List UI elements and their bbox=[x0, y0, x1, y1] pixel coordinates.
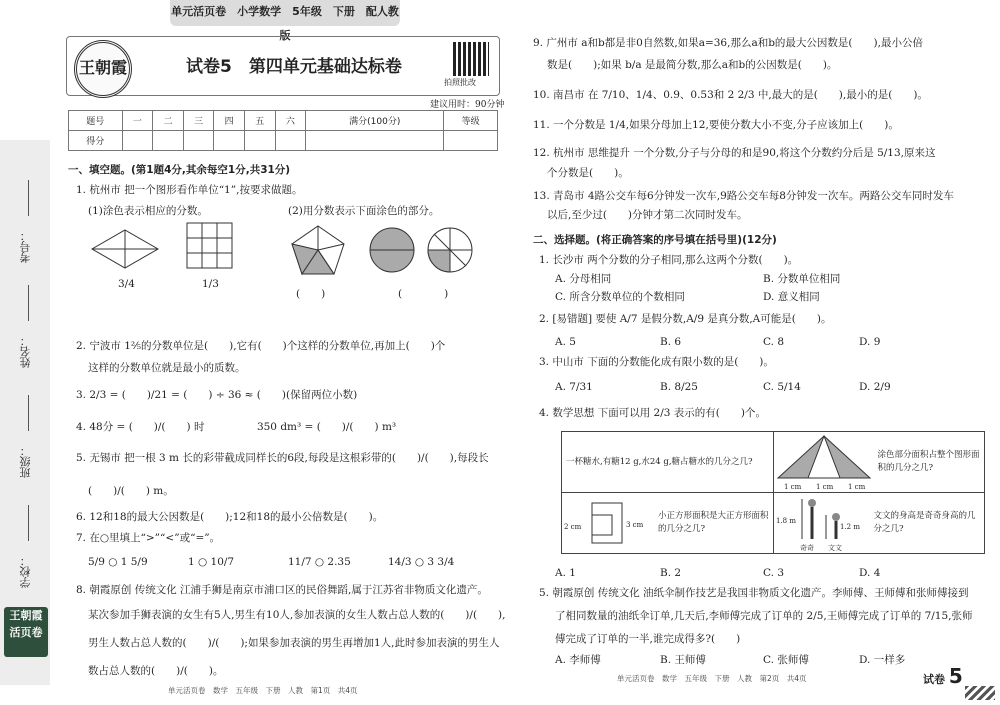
choice-3-option[interactable]: A. 7/31 bbox=[555, 381, 593, 393]
name-label: 姓名： bbox=[19, 335, 32, 368]
dim-label: 3 cm bbox=[626, 521, 644, 529]
choice-1-option[interactable]: C. 所含分数单位的个数相同 bbox=[555, 291, 685, 303]
left-page bbox=[60, 28, 505, 700]
score-cell: 二 bbox=[153, 111, 184, 131]
q7-compare-item[interactable]: 1 ○ 10/7 bbox=[188, 556, 235, 568]
choice-4-cell: 一杯糖水,有糖12 g,水24 g,糖占糖水的几分之几? bbox=[562, 432, 774, 493]
question-2: 2. 宁波市 1⅖的分数单位是( ),它有( )个这样的分数单位,再加上( )个 bbox=[76, 340, 446, 352]
left-footer: 单元活页卷 数学 五年级 下册 人教 第1页 共4页 bbox=[168, 686, 358, 695]
circle-figure bbox=[368, 226, 416, 274]
score-input[interactable] bbox=[122, 131, 153, 151]
choice-4-table bbox=[561, 431, 985, 554]
question-1b: (2)用分数表示下面涂色的部分。 bbox=[288, 205, 440, 217]
exam-no-line bbox=[28, 180, 29, 216]
dim-label: 文文 bbox=[827, 544, 842, 552]
dim-label: 奇奇 bbox=[799, 544, 814, 552]
question-10: 10. 南昌市 在 7/10、1/4、0.9、0.53和 2 2/3 中,最大的是( ),最小的是( )。 bbox=[533, 89, 928, 101]
choice-4-cell-text: 文文的身高是奇奇身高的几分之几? bbox=[873, 511, 976, 534]
choice-4-option[interactable]: C. 3 bbox=[763, 567, 785, 579]
right-page bbox=[525, 28, 995, 700]
name-line bbox=[28, 285, 29, 321]
choice-2: 2. [易错题] 要使 A/7 是假分数,A/9 是真分数,A可能是( )。 bbox=[539, 313, 832, 325]
q7-compare-item[interactable]: 14/3 ○ 3 3/4 bbox=[388, 556, 455, 568]
choice-5-option[interactable]: B. 王师傅 bbox=[660, 654, 706, 666]
choice-3-option[interactable]: B. 8/25 bbox=[660, 381, 698, 393]
score-header-row bbox=[69, 111, 498, 131]
dim-label: 2 cm bbox=[564, 523, 582, 531]
question-9: 9. 广州市 a和b都是非0自然数,如果a=36,那么a和b的最大公因数是( ),最小公倍 bbox=[533, 37, 923, 49]
qr-code-icon[interactable] bbox=[453, 42, 489, 76]
choice-5-option[interactable]: C. 张师傅 bbox=[763, 654, 809, 666]
question-13: 13. 青岛市 4路公交车每6分钟发一次车,9路公交车每8分钟发一次车。两路公交车同时发车 bbox=[533, 190, 954, 202]
question-1: 1. 杭州市 把一个图形看作单位“1”,按要求做题。 bbox=[76, 184, 303, 196]
choice-5-line2: 了相同数量的油纸伞订单,几天后,李师傅完成了订单的 2/5,王师傅完成了订单的 7/15,张师 bbox=[555, 610, 973, 622]
score-table bbox=[68, 110, 498, 151]
score-cell: 三 bbox=[183, 111, 214, 131]
choice-1-option[interactable]: B. 分数单位相同 bbox=[763, 273, 841, 285]
choice-4-cell bbox=[773, 432, 985, 493]
school-line bbox=[28, 505, 29, 541]
class-line bbox=[28, 395, 29, 431]
score-input[interactable] bbox=[183, 131, 214, 151]
heights-figure bbox=[776, 495, 866, 553]
choice-4-cell-text: 小正方形面积是大正方形面积的几分之几? bbox=[658, 511, 769, 534]
choice-3-option[interactable]: D. 2/9 bbox=[859, 381, 891, 393]
choice-4-cell-text: 涂色部分面积占整个图形面积的几分之几? bbox=[877, 450, 980, 473]
score-cell: 四 bbox=[214, 111, 245, 131]
score-input[interactable] bbox=[214, 131, 245, 151]
question-8-line4: 数占总人数的( )/( )。 bbox=[88, 665, 224, 677]
choice-1: 1. 长沙市 两个分数的分子相同,那么这两个分数( )。 bbox=[539, 254, 799, 266]
top-bar: 单元活页卷 小学数学 5年级 下册 配人教版 bbox=[170, 0, 400, 26]
choice-5-option[interactable]: A. 李师傅 bbox=[555, 654, 601, 666]
q7-compare-item[interactable]: 5/9 ○ 1 5/9 bbox=[88, 556, 148, 568]
choice-3-option[interactable]: C. 5/14 bbox=[763, 381, 801, 393]
question-8: 8. 朝霞原创 传统文化 江浦手狮是南京市浦口区的民俗舞蹈,属于江苏省非物质文化遗产。 bbox=[76, 584, 488, 596]
question-9-cont: 数是( );如果 b/a 是最简分数,那么a和b的公因数是( )。 bbox=[547, 59, 838, 71]
dim-label: 1 cm bbox=[847, 483, 865, 491]
squares-figure bbox=[564, 497, 650, 549]
q1-fraction-b: 1/3 bbox=[202, 278, 219, 290]
question-5-cont: ( )/( ) m。 bbox=[88, 485, 174, 497]
question-8-line2: 某次参加手狮表演的女生有5人,男生有10人,参加表演的女生人数占总人数的( )/( ), bbox=[88, 609, 506, 621]
score-input[interactable] bbox=[306, 131, 444, 151]
question-5: 5. 无锡市 把一根 3 m 长的彩带截成同样长的6段,每段是这根彩带的( )/( ),每段长 bbox=[76, 452, 489, 464]
score-value-row bbox=[69, 131, 498, 151]
qr-label: 拍照批改 bbox=[444, 78, 476, 87]
choice-3: 3. 中山市 下面的分数能化成有限小数的是( )。 bbox=[539, 356, 774, 368]
choice-4-option[interactable]: D. 4 bbox=[859, 567, 881, 579]
question-8-line3: 男生人数占总人数的( )/( );如果参加表演的男生再增加1人,此时参加表演的男生人 bbox=[88, 637, 500, 649]
page-label: 试卷 bbox=[923, 673, 945, 686]
right-footer: 单元活页卷 数学 五年级 下册 人教 第2页 共4页 bbox=[617, 674, 807, 683]
score-cell: 五 bbox=[244, 111, 275, 131]
score-input[interactable] bbox=[244, 131, 275, 151]
choice-4-cell bbox=[773, 493, 985, 554]
score-cell: 题号 bbox=[69, 111, 123, 131]
score-cell: 满分(100分) bbox=[306, 111, 444, 131]
brand-badge: 王朝霞 活页卷 bbox=[4, 607, 48, 657]
section-fill-heading: 一、填空题。(第1题4分,其余每空1分,共31分) bbox=[68, 164, 291, 176]
grid-figure bbox=[186, 222, 234, 270]
choice-4-cell bbox=[562, 493, 774, 554]
score-cell: 得分 bbox=[69, 131, 123, 151]
segmented-circle-figure bbox=[426, 226, 474, 274]
choice-2-option[interactable]: A. 5 bbox=[555, 336, 576, 348]
question-1a: (1)涂色表示相应的分数。 bbox=[88, 205, 208, 217]
dim-label: 1.8 m bbox=[775, 517, 796, 525]
binding-sidebar bbox=[0, 140, 50, 685]
score-input[interactable] bbox=[153, 131, 184, 151]
dim-label: 1 cm bbox=[815, 483, 833, 491]
question-7: 7. 在○里填上“>”“<”或“=”。 bbox=[76, 532, 221, 544]
choice-5-line3: 傅完成了订单的一半,谁完成得多?( ) bbox=[555, 633, 741, 645]
dim-label: 1.2 m bbox=[839, 523, 860, 531]
question-4: 4. 48分 = ( )/( ) 时 350 dm³ = ( )/( ) m³ bbox=[76, 421, 397, 433]
choice-1-option[interactable]: D. 意义相同 bbox=[763, 291, 820, 303]
question-2-cont: 这样的分数单位就是最小的质数。 bbox=[88, 362, 246, 374]
question-11: 11. 一个分数是 1/4,如果分母加上12,要使分数大小不变,分子应该加上( )。 bbox=[533, 119, 899, 131]
page-number-badge bbox=[923, 664, 963, 688]
score-cell: 等级 bbox=[444, 111, 498, 131]
exam-title: 试卷5 第四单元基础达标卷 bbox=[186, 57, 402, 77]
score-input[interactable] bbox=[444, 131, 498, 151]
choice-1-option[interactable]: A. 分母相同 bbox=[555, 273, 612, 285]
school-label: 学校： bbox=[19, 555, 32, 588]
triangle-figure bbox=[776, 434, 872, 492]
choice-4: 4. 数学思想 下面可以用 2/3 表示的有( )个。 bbox=[539, 407, 766, 419]
dim-label: 1 cm bbox=[783, 483, 801, 491]
score-cell: 六 bbox=[275, 111, 306, 131]
class-label: 班级： bbox=[19, 445, 32, 478]
question-3: 3. 2/3 = ( )/21 = ( ) ÷ 36 ≈ ( )(保留两位小数) bbox=[76, 389, 358, 401]
choice-4-option[interactable]: A. 1 bbox=[555, 567, 576, 579]
decorative-stripe bbox=[965, 686, 995, 700]
choice-2-option[interactable]: C. 8 bbox=[763, 336, 785, 348]
q1-answer-blank[interactable]: ( ) bbox=[296, 288, 326, 300]
score-input[interactable] bbox=[275, 131, 306, 151]
time-note: 建议用时：90分钟 bbox=[430, 100, 505, 110]
question-12-cont: 个分数是( )。 bbox=[547, 167, 629, 179]
q1-answer-blank[interactable]: ( ) bbox=[398, 288, 449, 300]
question-12: 12. 杭州市 思维提升 一个分数,分子与分母的和是90,将这个分数约分后是 5/13,原来这 bbox=[533, 147, 936, 159]
brand-logo: 王朝霞 bbox=[74, 40, 132, 98]
choice-2-option[interactable]: D. 9 bbox=[859, 336, 881, 348]
question-13-cont: 以后,至少过( )分钟才第二次同时发车。 bbox=[547, 209, 748, 221]
q1-fraction-a: 3/4 bbox=[118, 278, 135, 290]
choice-4-option[interactable]: B. 2 bbox=[660, 567, 682, 579]
section-choice-heading: 二、选择题。(将正确答案的序号填在括号里)(12分) bbox=[533, 234, 777, 246]
exam-no-label: 考号： bbox=[19, 230, 32, 263]
q7-compare-item[interactable]: 11/7 ○ 2.35 bbox=[288, 556, 351, 568]
choice-2-option[interactable]: B. 6 bbox=[660, 336, 682, 348]
rhombus-figure bbox=[90, 228, 160, 270]
page-number: 5 bbox=[948, 664, 963, 688]
choice-5-option[interactable]: D. 一样多 bbox=[859, 654, 906, 666]
pentagon-figure bbox=[290, 224, 346, 276]
choice-5: 5. 朝霞原创 传统文化 油纸伞制作技艺是我国非物质文化遗产。李师傅、王师傅和张师傅接到 bbox=[539, 587, 969, 599]
score-cell: 一 bbox=[122, 111, 153, 131]
question-6: 6. 12和18的最大公因数是( );12和18的最小公倍数是( )。 bbox=[76, 511, 384, 523]
